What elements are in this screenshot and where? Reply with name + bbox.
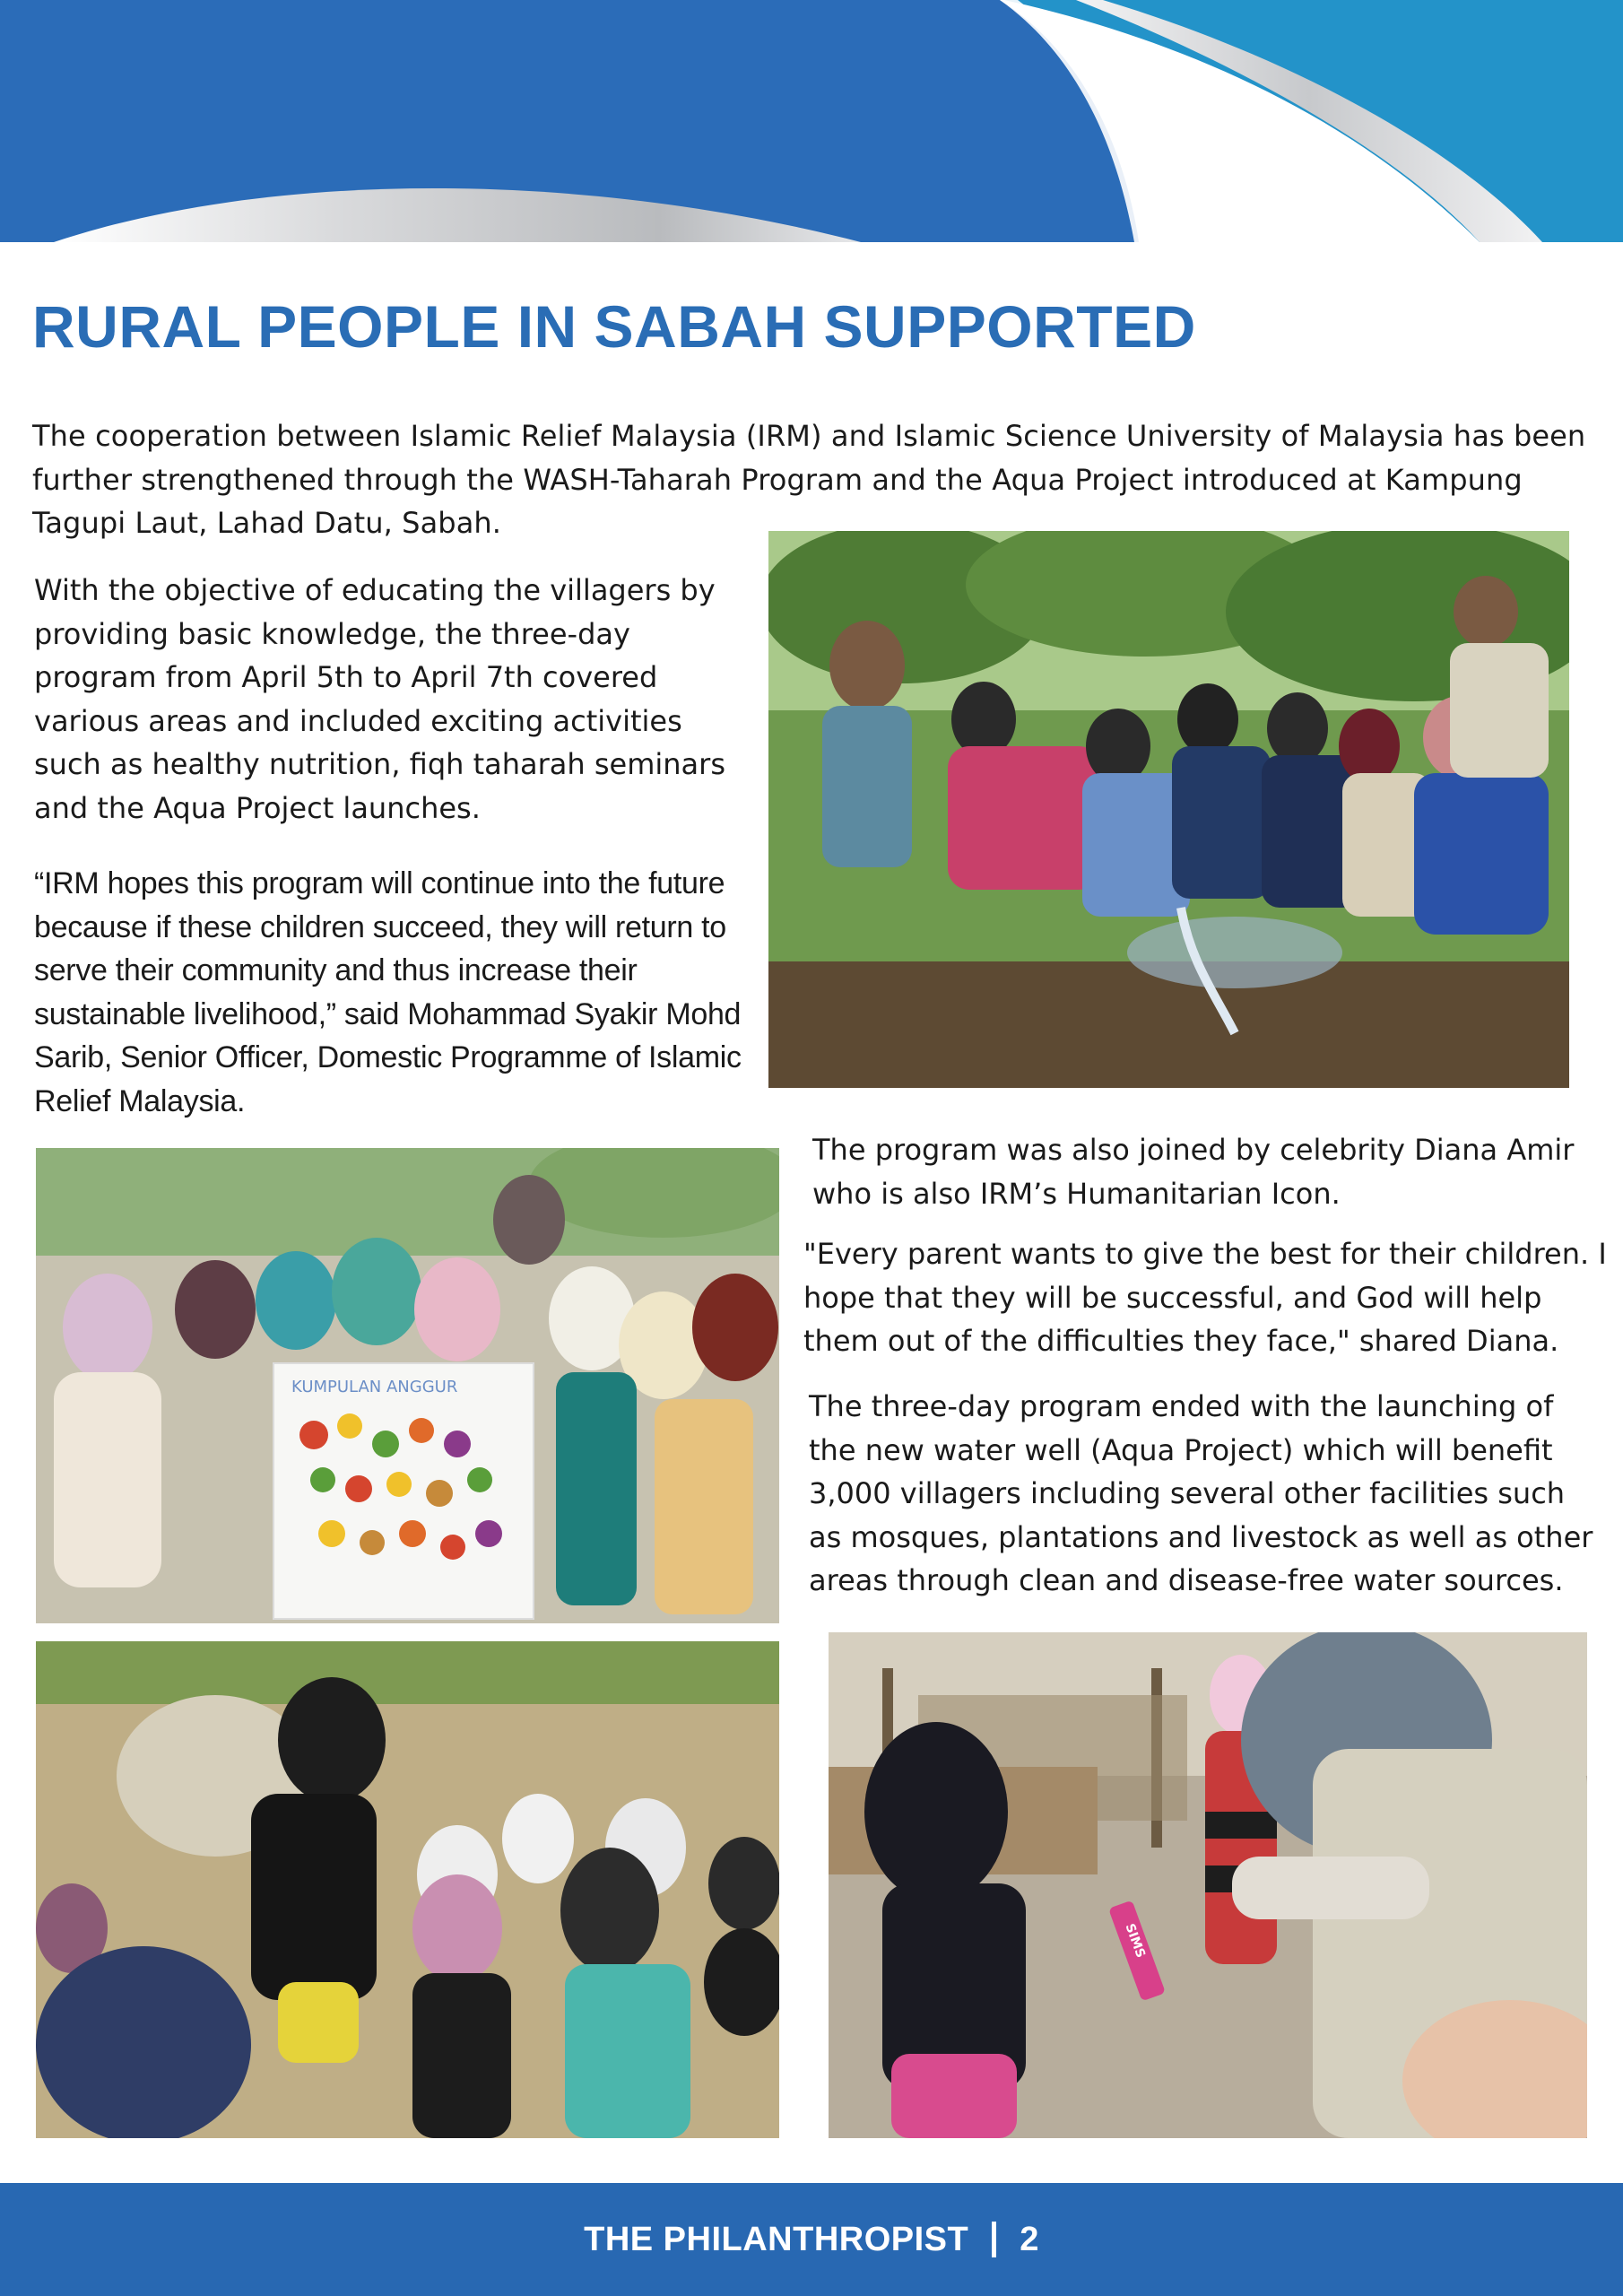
toothpaste-label: SIMS xyxy=(1122,1921,1148,1961)
celebrity-paragraph: The program was also joined by celebrity Diana Amir who is also IRM’s Humanitarian Icon. xyxy=(812,1133,1575,1211)
photo-handwashing-activity xyxy=(36,1641,779,2138)
intro-paragraph: The cooperation between Islamic Relief Malaysia (IRM) and Islamic Science University of Malaysia has been further strengthened through the WASH-Taharah Program and the Aqua Project introduced at Kampung Tagupi Laut, Lahad Datu, Sabah. xyxy=(32,419,1586,540)
photo-children-poster xyxy=(36,1148,779,1623)
footer-separator xyxy=(992,2222,996,2257)
poster-heading: KUMPULAN ANGGUR xyxy=(291,1378,458,1396)
photo-toothpaste-distribution xyxy=(829,1632,1587,2138)
article-title: RURAL PEOPLE IN SABAH SUPPORTED xyxy=(32,293,1196,360)
publication-name: THE PHILANTHROPIST xyxy=(584,2220,969,2258)
footer-text xyxy=(584,2221,1039,2259)
objective-paragraph: With the objective of educating the villagers by providing basic knowledge, the three-day program from April 5th to April 7th covered various areas and included exciting activities such as healthy nutrition, fiqh taharah seminars and the Aqua Project launches. xyxy=(34,573,725,825)
photo-water-well-launch xyxy=(768,531,1569,1088)
footer-bar xyxy=(0,2183,1623,2296)
page-number: 2 xyxy=(1020,2220,1039,2258)
conclusion-paragraph: The three-day program ended with the launching of the new water well (Aqua Project) which will benefit 3,000 villagers including several other facilities such as mosques, plantations and livestock as well as other areas through clean and disease-free water sources. xyxy=(809,1389,1593,1597)
header-banner xyxy=(0,0,1623,242)
diana-quote-paragraph: "Every parent wants to give the best for their children. I hope that they will be successful, and God will help them out of the difficulties they face," shared Diana. xyxy=(803,1237,1607,1358)
irm-quote-paragraph: “IRM hopes this program will continue into the future because if these children succeed, they will return to serve their community and thus increase their sustainable livelihood,” said Mohammad Syakir Mohd Sarib, Senior Officer, Domestic Programme of Islamic Relief Malaysia. xyxy=(34,866,742,1118)
